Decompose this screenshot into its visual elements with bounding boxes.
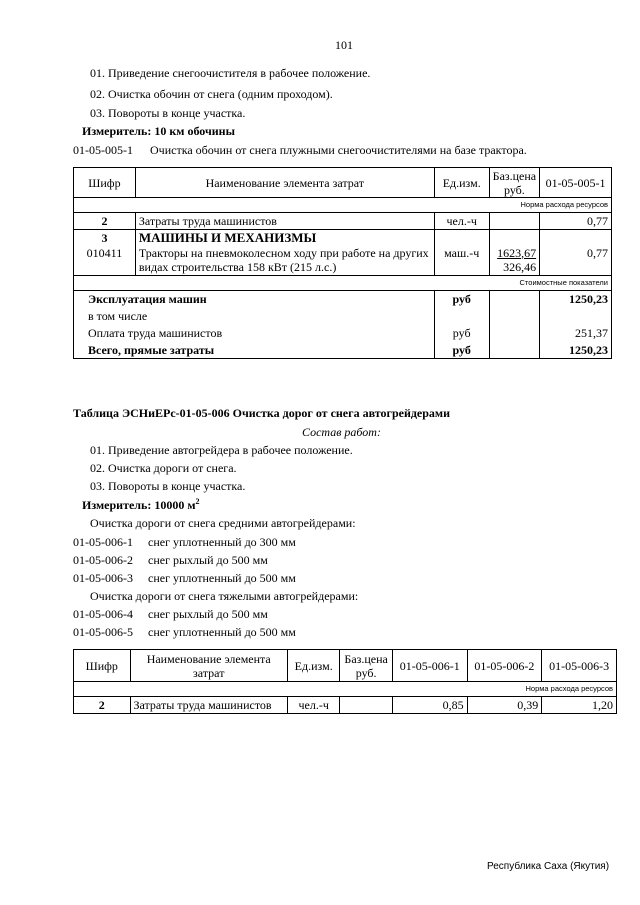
header-price: Баз.цена руб. (489, 168, 539, 198)
meter-superscript: 2 (195, 497, 200, 506)
table-row (74, 342, 612, 359)
header-name: Наименование элемента затрат (130, 650, 287, 682)
work-step: 03. Повороты в конце участка. (90, 106, 246, 120)
machine-value: 0,77 (540, 246, 612, 276)
header-column-1: 01-05-006-1 (392, 650, 467, 682)
item-code: 01-05-006-1 (73, 535, 133, 549)
table-row (74, 213, 612, 230)
item-description: снег рыхлый до 500 мм (148, 553, 268, 567)
row-value-2: 0,39 (467, 697, 542, 714)
header-code: Шифр (74, 650, 131, 682)
item-description: Очистка обочин от снега плужными снегоочистителями на базе трактора. (150, 143, 527, 157)
table-row (74, 230, 612, 246)
row-code: 2 (74, 213, 136, 230)
item-description: снег уплотненный до 500 мм (148, 625, 296, 639)
cost-unit: руб (434, 342, 489, 359)
item-description: снег рыхлый до 500 мм (148, 607, 268, 621)
work-step: 02. Очистка дороги от снега. (90, 461, 237, 475)
row-unit: чел.-ч (434, 213, 489, 230)
table-title: Таблица ЭСНиЕРс-01-05-006 Очистка дорог от снега автогрейдерами (73, 406, 451, 420)
header-price: Баз.цена руб. (340, 650, 392, 682)
row-code: 2 (74, 697, 131, 714)
work-step: 01. Приведение снегоочистителя в рабочее положение. (90, 66, 371, 80)
item-code: 01-05-006-3 (73, 571, 133, 585)
table-row (74, 246, 612, 276)
meter-label: Измеритель: 10 км обочины (82, 124, 235, 138)
cost-value: 251,37 (540, 325, 612, 342)
table-row (74, 291, 612, 308)
header-name: Наименование элемента затрат (135, 168, 434, 198)
resource-table-2 (73, 649, 617, 714)
row-name: Затраты труда машинистов (130, 697, 287, 714)
work-step: 01. Приведение автогрейдера в рабочее положение. (90, 443, 353, 457)
header-column-2: 01-05-006-2 (467, 650, 542, 682)
machines-title: МАШИНЫ И МЕХАНИЗМЫ (135, 230, 434, 246)
work-step: 02. Очистка обочин от снега (одним проходом). (90, 87, 333, 101)
item-description: снег уплотненный до 500 мм (148, 571, 296, 585)
item-code: 01-05-006-2 (73, 553, 133, 567)
row-value: 0,77 (540, 213, 612, 230)
cost-value: 1250,23 (540, 291, 612, 308)
machine-price-top: 1623,67 (497, 245, 537, 260)
group-heading: Очистка дороги от снега средними автогрейдерами: (90, 516, 356, 530)
header-unit: Ед.изм. (434, 168, 489, 198)
cost-label: Стоимостные показатели (74, 276, 612, 291)
header-column-3: 01-05-006-3 (542, 650, 617, 682)
row-unit: чел.-ч (287, 697, 339, 714)
header-unit: Ед.изм. (287, 650, 339, 682)
cost-value: 1250,23 (540, 342, 612, 359)
resource-table-1 (73, 167, 612, 359)
machine-price-bottom: 326,46 (503, 259, 537, 274)
meter-label (82, 497, 200, 513)
row-name: Затраты труда машинистов (135, 213, 434, 230)
header-column: 01-05-005-1 (540, 168, 612, 198)
work-step: 03. Повороты в конце участка. (90, 479, 246, 493)
cost-name: Эксплуатация машин (74, 291, 435, 308)
cost-name: Всего, прямые затраты (74, 342, 435, 359)
cost-unit: руб (434, 325, 489, 342)
footer-region: Республика Саха (Якутия) (487, 861, 610, 872)
item-code: 01-05-006-5 (73, 625, 133, 639)
machines-number: 3 (74, 230, 136, 246)
norm-label: Норма расхода ресурсов (74, 682, 617, 697)
meter-text: Измеритель: 10000 м (82, 498, 196, 512)
item-code: 01-05-005-1 (73, 143, 133, 157)
row-price (489, 213, 539, 230)
norm-label: Норма расхода ресурсов (74, 198, 612, 213)
group-heading: Очистка дороги от снега тяжелыми автогрейдерами: (90, 589, 359, 603)
table-row (74, 697, 617, 714)
machine-unit: маш.-ч (434, 246, 489, 276)
machine-code: 010411 (74, 246, 136, 276)
row-value-3: 1,20 (542, 697, 617, 714)
cost-name: Оплата труда машинистов (74, 325, 435, 342)
cost-name: в том числе (74, 308, 435, 325)
page-number: 101 (335, 38, 353, 52)
works-subtitle: Состав работ: (302, 425, 381, 439)
cost-unit: руб (434, 291, 489, 308)
item-code: 01-05-006-4 (73, 607, 133, 621)
machine-name: Тракторы на пневмоколесном ходу при работе на других видах строительства 158 кВт (215 л.с.) (135, 246, 434, 276)
header-code: Шифр (74, 168, 136, 198)
table-row (74, 325, 612, 342)
table-row (74, 308, 612, 325)
item-description: снег уплотненный до 300 мм (148, 535, 296, 549)
row-value-1: 0,85 (392, 697, 467, 714)
row-price (340, 697, 392, 714)
